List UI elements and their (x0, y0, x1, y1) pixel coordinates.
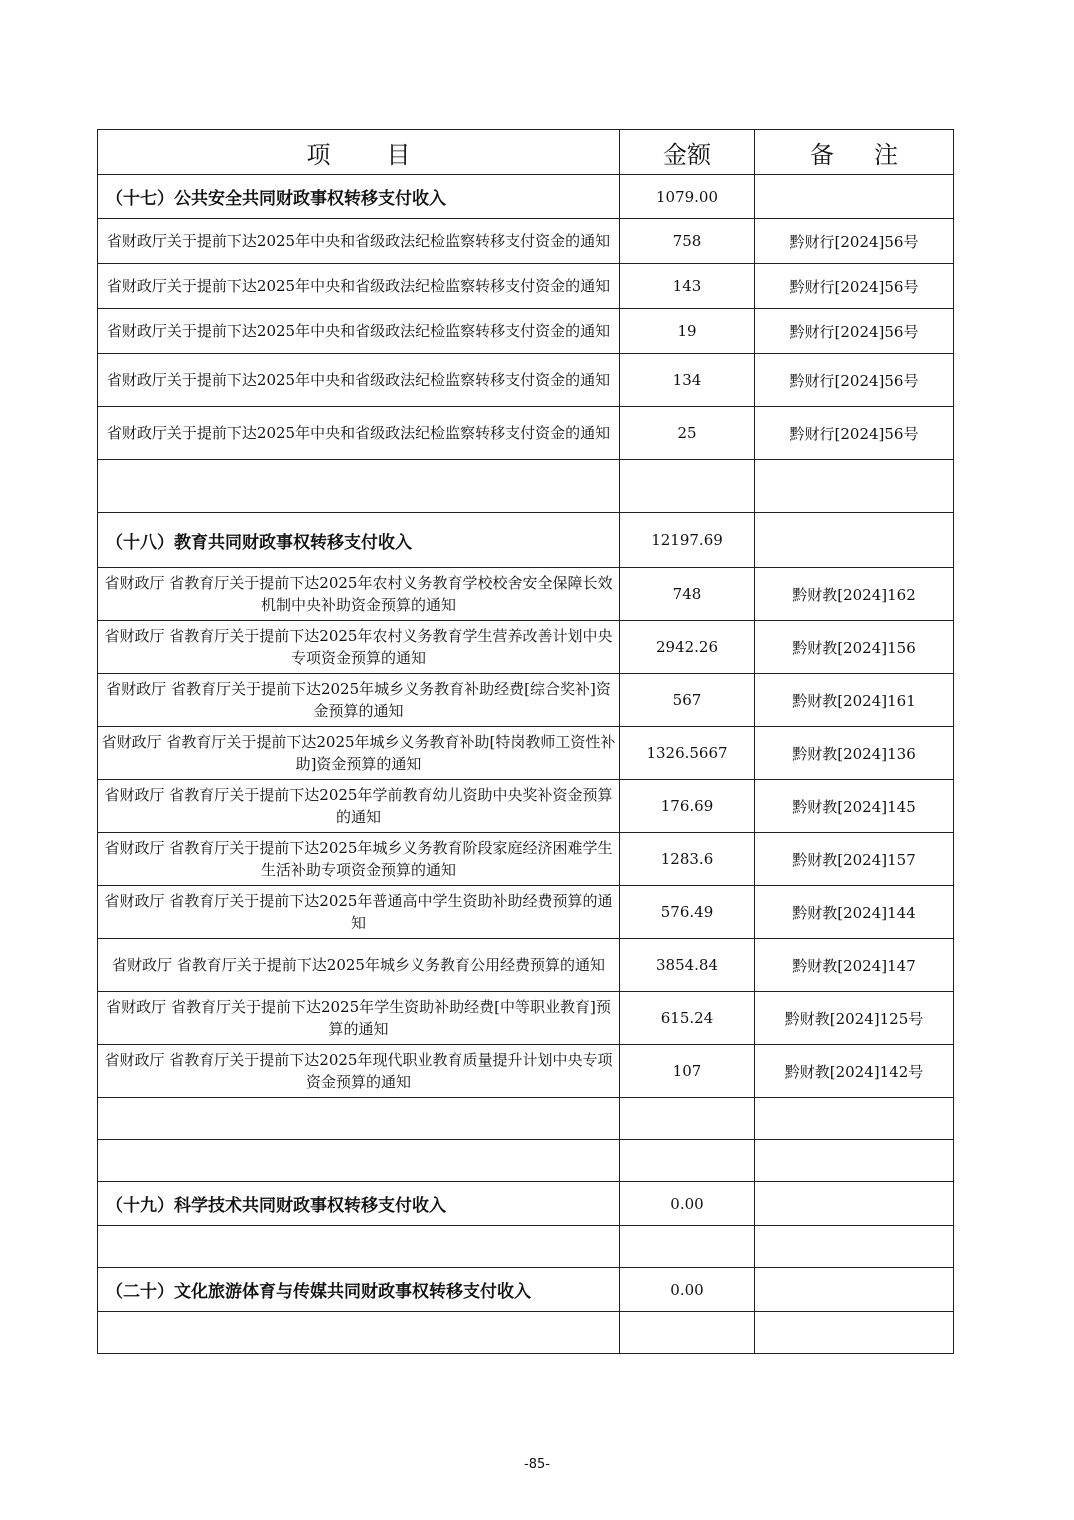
row-note: 黔财教[2024]157 (755, 833, 954, 886)
row-amount: 134 (620, 354, 755, 407)
blank-row (98, 460, 954, 513)
table-row (98, 833, 954, 886)
table-row (98, 939, 954, 992)
row-note: 黔财教[2024]156 (755, 621, 954, 674)
blank-row (98, 1226, 954, 1268)
table-row (98, 568, 954, 621)
section-amount: 12197.69 (620, 513, 755, 568)
table-row (98, 354, 954, 407)
row-item: 省财政厅关于提前下达2025年中央和省级政法纪检监察转移支付资金的通知 (98, 219, 620, 264)
row-note: 黔财教[2024]145 (755, 780, 954, 833)
table-row (98, 407, 954, 460)
row-amount: 758 (620, 219, 755, 264)
row-note: 黔财教[2024]147 (755, 939, 954, 992)
blank-cell (620, 1226, 755, 1268)
row-amount: 176.69 (620, 780, 755, 833)
row-note: 黔财教[2024]144 (755, 886, 954, 939)
blank-cell (620, 1140, 755, 1182)
section-row (98, 175, 954, 219)
section-row (98, 513, 954, 568)
section-note (755, 1182, 954, 1226)
budget-table (97, 129, 954, 1354)
blank-cell (98, 1226, 620, 1268)
table-row (98, 886, 954, 939)
table-row (98, 1045, 954, 1098)
row-note: 黔财行[2024]56号 (755, 264, 954, 309)
table-header-row (98, 130, 954, 175)
section-amount: 0.00 (620, 1268, 755, 1312)
row-item: 省财政厅关于提前下达2025年中央和省级政法纪检监察转移支付资金的通知 (98, 354, 620, 407)
row-item: 省财政厅 省教育厅关于提前下达2025年现代职业教育质量提升计划中央专项资金预算的通知 (98, 1045, 620, 1098)
blank-row (98, 1140, 954, 1182)
row-amount: 748 (620, 568, 755, 621)
page-number: -85- (524, 1457, 550, 1472)
table-row (98, 992, 954, 1045)
row-amount: 567 (620, 674, 755, 727)
section-title: （十七）公共安全共同财政事权转移支付收入 (98, 175, 620, 219)
row-note: 黔财行[2024]56号 (755, 354, 954, 407)
row-amount: 615.24 (620, 992, 755, 1045)
row-note: 黔财教[2024]125号 (755, 992, 954, 1045)
table-row (98, 727, 954, 780)
row-amount: 143 (620, 264, 755, 309)
blank-cell (755, 460, 954, 513)
section-row (98, 1182, 954, 1226)
blank-cell (755, 1140, 954, 1182)
row-item: 省财政厅 省教育厅关于提前下达2025年城乡义务教育阶段家庭经济困难学生生活补助专项资金预算的通知 (98, 833, 620, 886)
row-item: 省财政厅关于提前下达2025年中央和省级政法纪检监察转移支付资金的通知 (98, 309, 620, 354)
table-row (98, 674, 954, 727)
table-row (98, 780, 954, 833)
row-item: 省财政厅 省教育厅关于提前下达2025年农村义务教育学校校舍安全保障长效机制中央补助资金预算的通知 (98, 568, 620, 621)
blank-cell (98, 1140, 620, 1182)
row-amount: 1283.6 (620, 833, 755, 886)
section-note (755, 1268, 954, 1312)
row-amount: 2942.26 (620, 621, 755, 674)
row-note: 黔财教[2024]136 (755, 727, 954, 780)
section-amount: 1079.00 (620, 175, 755, 219)
table-row (98, 264, 954, 309)
section-note (755, 175, 954, 219)
blank-cell (620, 1098, 755, 1140)
row-item: 省财政厅 省教育厅关于提前下达2025年城乡义务教育公用经费预算的通知 (98, 939, 620, 992)
blank-cell (98, 460, 620, 513)
row-note: 黔财教[2024]142号 (755, 1045, 954, 1098)
table-row (98, 621, 954, 674)
row-note: 黔财教[2024]161 (755, 674, 954, 727)
row-amount: 25 (620, 407, 755, 460)
blank-cell (755, 1098, 954, 1140)
row-note: 黔财行[2024]56号 (755, 219, 954, 264)
row-note: 黔财教[2024]162 (755, 568, 954, 621)
header-note: 备注 (755, 130, 954, 175)
row-item: 省财政厅 省教育厅关于提前下达2025年学前教育幼儿资助中央奖补资金预算的通知 (98, 780, 620, 833)
row-item: 省财政厅关于提前下达2025年中央和省级政法纪检监察转移支付资金的通知 (98, 407, 620, 460)
row-item: 省财政厅 省教育厅关于提前下达2025年学生资助补助经费[中等职业教育]预算的通知 (98, 992, 620, 1045)
blank-cell (620, 1312, 755, 1354)
blank-cell (755, 1312, 954, 1354)
section-title: （十九）科学技术共同财政事权转移支付收入 (98, 1182, 620, 1226)
row-note: 黔财行[2024]56号 (755, 407, 954, 460)
header-item: 项目 (98, 130, 620, 175)
row-item: 省财政厅 省教育厅关于提前下达2025年普通高中学生资助补助经费预算的通知 (98, 886, 620, 939)
row-amount: 3854.84 (620, 939, 755, 992)
row-item: 省财政厅关于提前下达2025年中央和省级政法纪检监察转移支付资金的通知 (98, 264, 620, 309)
blank-row (98, 1098, 954, 1140)
blank-cell (755, 1226, 954, 1268)
table-row (98, 309, 954, 354)
row-amount: 19 (620, 309, 755, 354)
row-item: 省财政厅 省教育厅关于提前下达2025年城乡义务教育补助经费[综合奖补]资金预算的通知 (98, 674, 620, 727)
section-amount: 0.00 (620, 1182, 755, 1226)
blank-cell (98, 1312, 620, 1354)
row-amount: 1326.5667 (620, 727, 755, 780)
blank-cell (620, 460, 755, 513)
blank-row (98, 1312, 954, 1354)
section-title: （二十）文化旅游体育与传媒共同财政事权转移支付收入 (98, 1268, 620, 1312)
blank-cell (98, 1098, 620, 1140)
row-item: 省财政厅 省教育厅关于提前下达2025年农村义务教育学生营养改善计划中央专项资金预算的通知 (98, 621, 620, 674)
section-row (98, 1268, 954, 1312)
row-note: 黔财行[2024]56号 (755, 309, 954, 354)
section-note (755, 513, 954, 568)
header-amount: 金额 (620, 130, 755, 175)
table-row (98, 219, 954, 264)
row-amount: 107 (620, 1045, 755, 1098)
section-title: （十八）教育共同财政事权转移支付收入 (98, 513, 620, 568)
row-amount: 576.49 (620, 886, 755, 939)
row-item: 省财政厅 省教育厅关于提前下达2025年城乡义务教育补助[特岗教师工资性补助]资金预算的通知 (98, 727, 620, 780)
